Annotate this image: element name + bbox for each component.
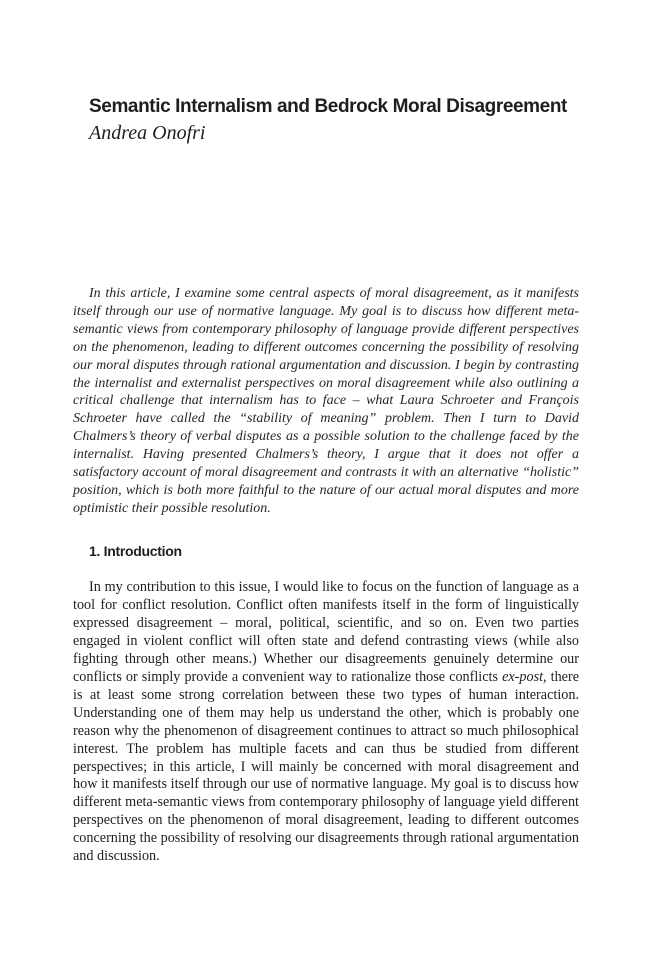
article-author: Andrea Onofri — [89, 122, 206, 144]
paragraph-emphasis: ex-post — [502, 668, 544, 685]
section-heading: 1. Introduction — [89, 543, 182, 559]
article-title: Semantic Internalism and Bedrock Moral Disagreement — [89, 96, 567, 117]
paragraph-text-start: In my contribution to this issue, I would like to focus on the function of language as a tool for conflict resolution. Conflict often manifests itself in the form of linguistically expressed disagreement – moral, political, scientific, and so on. Even two parties engaged in violent conflict will often state and defend contrasting views (while also fighting through other means.) Whether our disagreements genuinely determine our conflicts or simply provide a convenient way to rationalize those conflicts — [73, 579, 579, 685]
introduction-paragraph — [73, 579, 579, 866]
paragraph-text-end: , there is at least some strong correlation between these two types of human interaction. Understanding one of them may help us understand the other, which is probably one reason why the phenomenon of disagreement continues to attract so much philosophical interest. The problem has multiple facets and can thus be studied from different perspectives; in this article, I will mainly be concerned with moral disagreement and how it manifests itself through our use of normative language. My goal is to discuss how different meta-semantic views from contemporary philosophy of language yield different perspectives on the phenomenon of moral disagreement, leading to different outcomes concerning the possibility of resolving our disagreements through rational argumentation and discussion. — [73, 668, 579, 865]
abstract-paragraph: In this article, I examine some central aspects of moral disagreement, as it manifests itself through our use of normative language. My goal is to discuss how different meta-semantic views from contemporary philosophy of language provide different perspectives on the phenomenon, leading to different outcomes concerning the possibility of resolving our moral disputes through rational argumentation and discussion. I begin by contrasting the internalist and externalist perspectives on moral disagreement while also outlining a critical challenge that internalism has to face – what Laura Schroeter and François Schroeter have called the “stability of meaning” problem. Then I turn to David Chalmers’s theory of verbal disputes as a possible solution to the challenge faced by the internalist. Having presented Chalmers’s theory, I argue that it does not offer a satisfactory account of moral disagreement and contrasts it with an alternative “holistic” position, which is both more faithful to the nature of our actual moral disputes and more optimistic their possible resolution. — [73, 286, 579, 516]
